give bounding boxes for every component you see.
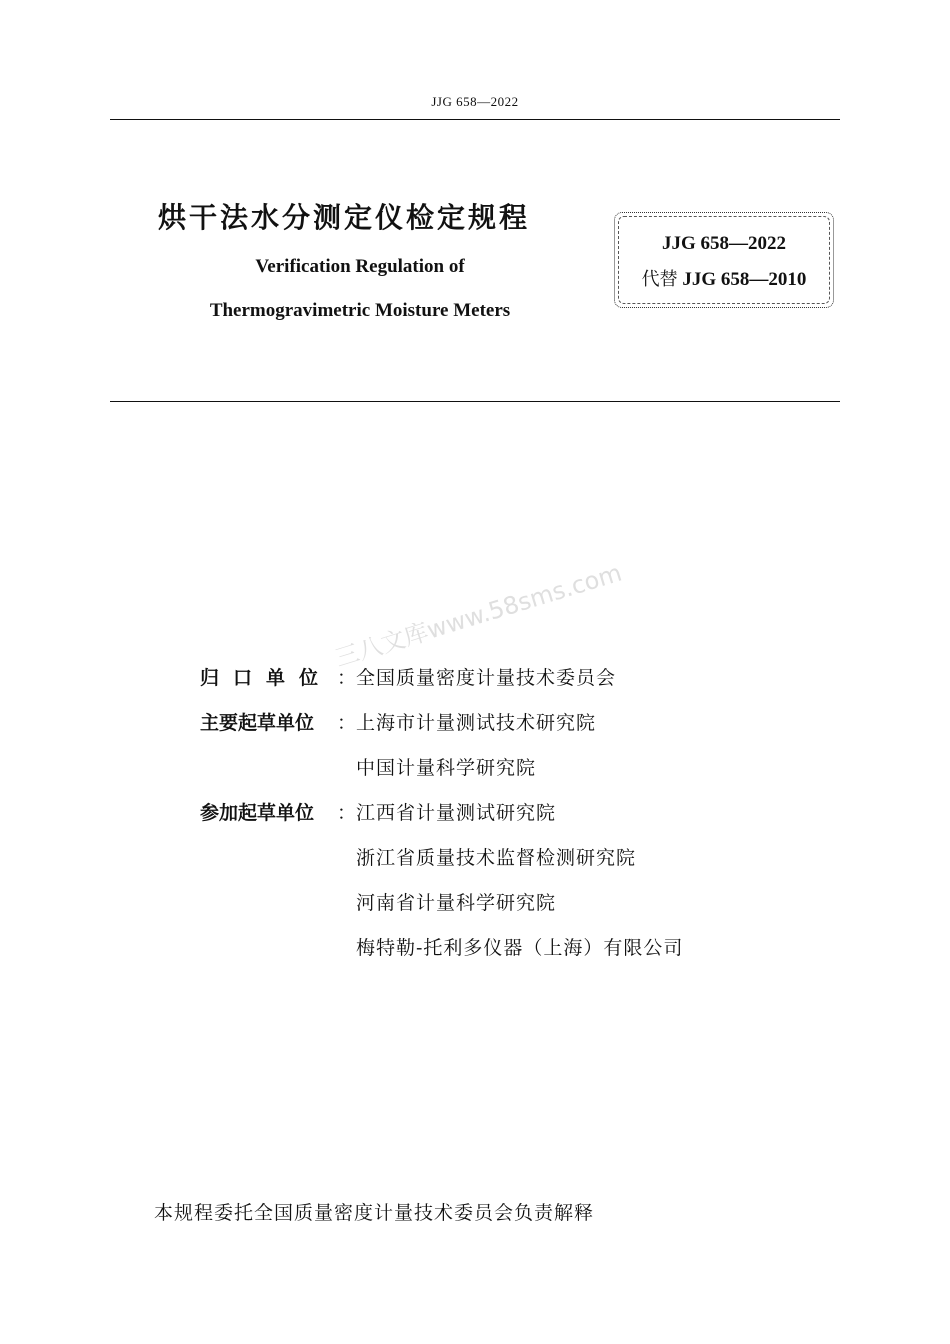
unit-row-main-drafting-cont [200, 746, 683, 791]
unit-row-centralized [200, 656, 683, 701]
unit-value: 上海市计量测试技术研究院 [356, 712, 597, 734]
replaced-code: JJG 658—2010 [682, 269, 807, 290]
title-english-line2: Thermogravimetric Moisture Meters [209, 300, 511, 321]
running-head: JJG 658—2022 [431, 94, 519, 109]
unit-value: 浙江省质量技术监督检测研究院 [356, 847, 637, 869]
unit-row-participating-cont [200, 836, 683, 881]
unit-label-main-drafting: 主要起草单位 ： [200, 712, 356, 734]
unit-row-main-drafting [200, 701, 683, 746]
unit-label-centralized: 归口单位 ： [200, 667, 356, 689]
unit-value: 河南省计量科学研究院 [356, 892, 557, 914]
replaces-word: 代替 [641, 269, 678, 290]
unit-row-participating [200, 791, 683, 836]
drafting-units [200, 656, 683, 971]
unit-value: 江西省计量测试研究院 [356, 802, 557, 824]
standard-code-box [614, 212, 834, 308]
unit-value: 全国质量密度计量技术委员会 [356, 667, 617, 689]
watermark: 三八文库www.58sms.com [331, 558, 626, 673]
standard-code: JJG 658—2022 [661, 233, 787, 254]
header-rule [110, 119, 840, 120]
replaces-line [615, 265, 833, 291]
unit-value: 梅特勒-托利多仪器（上海）有限公司 [356, 937, 684, 959]
unit-row-participating-cont [200, 926, 683, 971]
unit-label-participating: 参加起草单位 ： [200, 802, 356, 824]
unit-row-participating-cont [200, 881, 683, 926]
title-rule [110, 401, 840, 402]
title-chinese: 烘干法水分测定仪检定规程 [158, 201, 531, 234]
interpretation-note: 本规程委托全国质量密度计量技术委员会负责解释 [154, 1202, 595, 1224]
unit-value: 中国计量科学研究院 [356, 757, 537, 779]
title-english-line1: Verification Regulation of [255, 256, 465, 277]
